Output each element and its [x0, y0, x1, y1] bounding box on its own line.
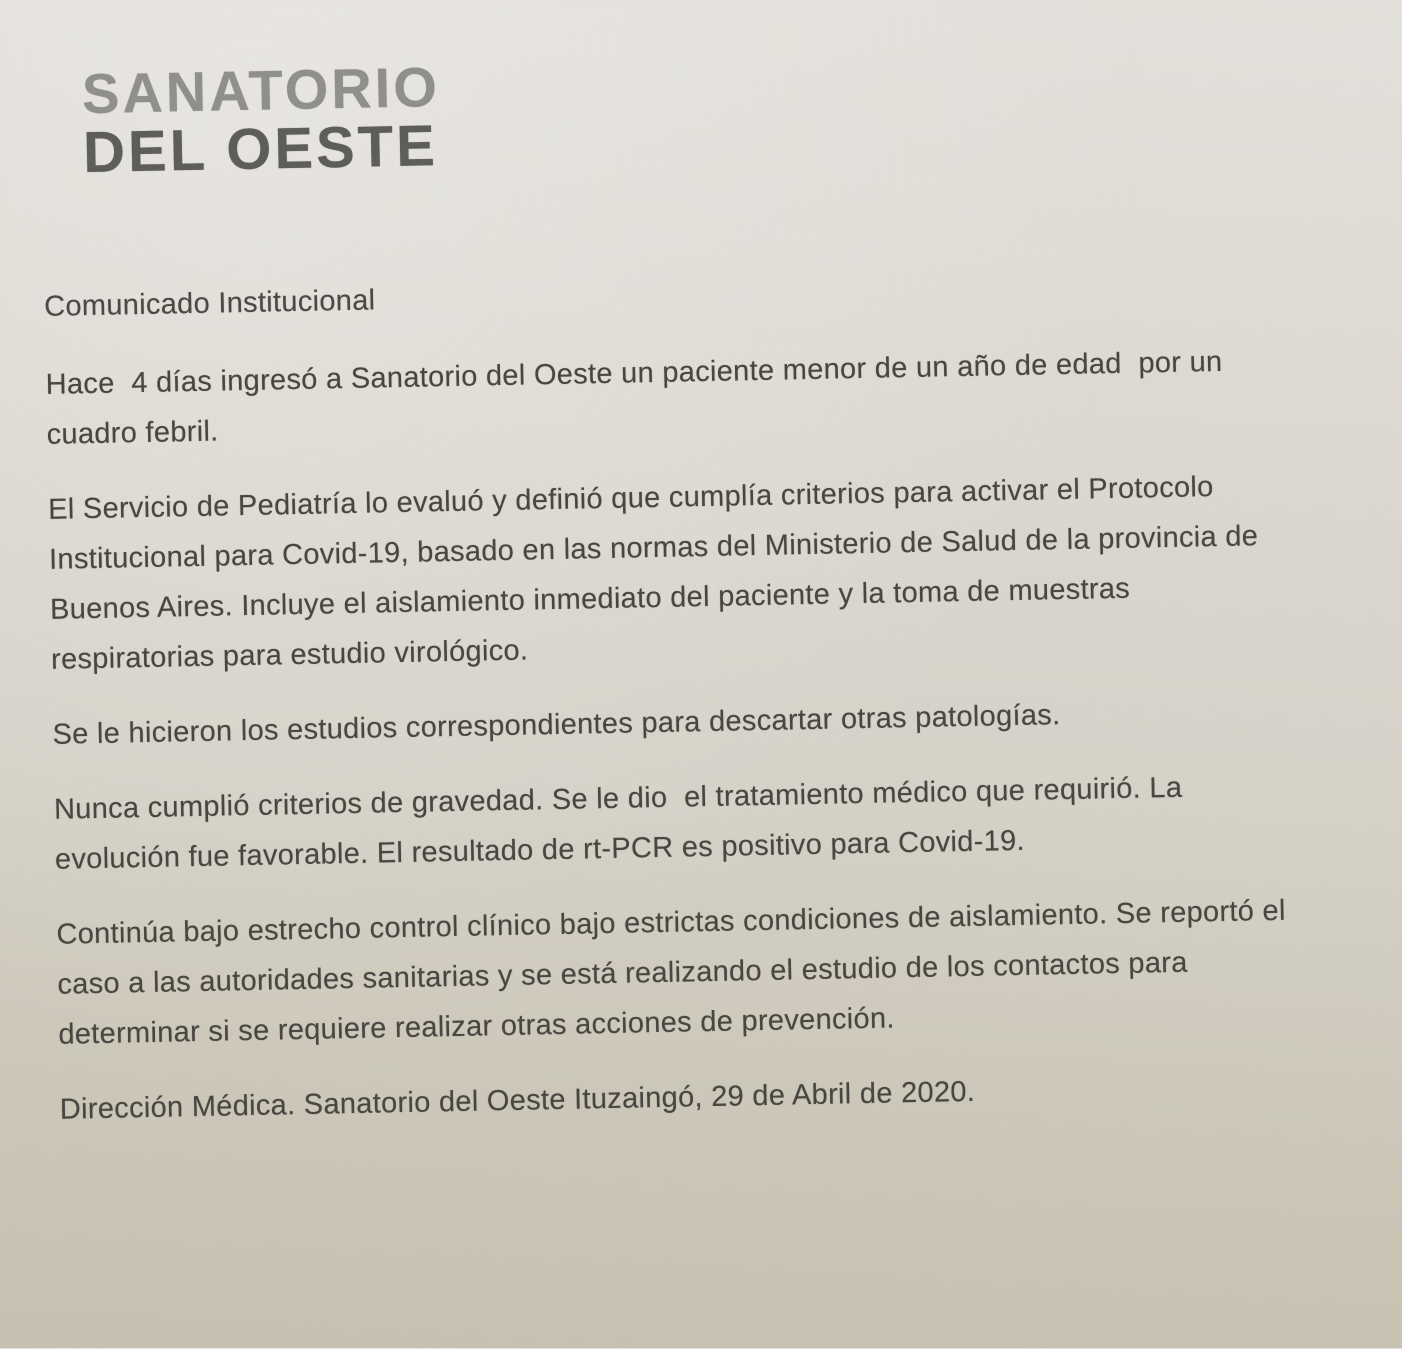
- paragraph-evolution: Nunca cumplió criterios de gravedad. Se le dio el tratamiento médico que requirió. La evolución fue favorable. El resultado de rt-PCR es positivo para Covid-19.: [53, 771, 1183, 876]
- logo-line-sanatorio: SANATORIO: [81, 55, 441, 126]
- signature-line: Dirección Médica. Sanatorio del Oeste Ituzaingó, 29 de Abril de 2020.: [59, 1075, 976, 1126]
- sanatorio-del-oeste-logo: [81, 39, 1397, 186]
- paragraph-protocol: El Servicio de Pediatría lo evaluó y definió que cumplía criterios para activar el Protocolo Institucional para Covid-19, basado en las normas del Ministerio de Salud de la provincia de Buenos Aires. Incluye el aislamiento inmediato del paciente y la toma de muestras respiratorias para estudio virológico.: [47, 471, 1259, 676]
- paragraph-studies: Se le hicieron los estudios correspondientes para descartar otras patologías.: [52, 699, 1061, 751]
- document-heading: Comunicado Institucional: [43, 284, 376, 323]
- paragraph-admission: Hace 4 días ingresó a Sanatorio del Oeste un paciente menor de un año de edad por un cuadro febril.: [45, 345, 1223, 451]
- logo-line-del-oeste: DEL OESTE: [82, 113, 439, 186]
- paragraph-isolation: Continúa bajo estrecho control clínico bajo estrictas condiciones de aislamiento. Se reportó el caso a las autoridades sanitarias y se está realizando el estudio de los contactos para determinar si se requiere realizar otras acciones de prevención.: [56, 894, 1286, 1051]
